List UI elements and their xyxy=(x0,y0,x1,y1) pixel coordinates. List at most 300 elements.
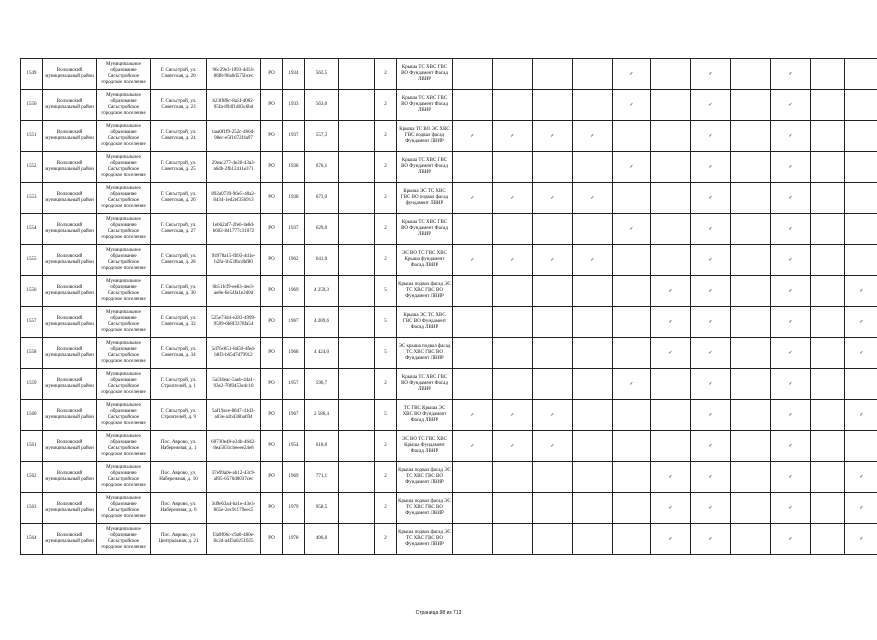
works-list: Крыша подвал фасад ЭС ТС ХВС ГВС ВО Фундамент ЛВИР xyxy=(397,276,453,307)
work-check-cell xyxy=(845,431,877,462)
district-name: Волховский муниципальный район xyxy=(43,369,97,400)
row-number: 1558 xyxy=(21,338,43,369)
work-check-cell xyxy=(573,338,613,369)
work-check-cell xyxy=(453,152,493,183)
fund-category: РО xyxy=(261,245,283,276)
fund-category: РО xyxy=(261,276,283,307)
work-check-cell xyxy=(573,431,613,462)
fund-category: РО xyxy=(261,338,283,369)
settlement-name: Муниципальное образование Сясьстройское городское поселение xyxy=(97,183,151,214)
build-year: 1937 xyxy=(283,121,305,152)
empty-cell xyxy=(339,338,375,369)
work-check-cell xyxy=(731,152,771,183)
work-check-cell xyxy=(573,462,613,493)
work-check-cell: ✓ xyxy=(493,183,533,214)
work-check-cell: ✓ xyxy=(691,59,731,90)
fund-category: РО xyxy=(261,59,283,90)
work-check-cell xyxy=(493,152,533,183)
building-guid: 1eb62af7-2fe6-4e8d-b602-841777c31072 xyxy=(207,214,261,245)
work-check-cell xyxy=(613,276,651,307)
total-area: 958,5 xyxy=(305,493,339,524)
work-check-cell: ✓ xyxy=(453,400,493,431)
work-check-cell: ✓ xyxy=(573,183,613,214)
work-check-cell xyxy=(811,338,845,369)
work-check-cell xyxy=(573,152,613,183)
work-check-cell xyxy=(651,59,691,90)
empty-cell xyxy=(339,245,375,276)
work-check-cell xyxy=(651,369,691,400)
work-check-cell: ✓ xyxy=(691,276,731,307)
district-name: Волховский муниципальный район xyxy=(43,524,97,555)
work-check-cell: ✓ xyxy=(771,214,811,245)
building-guid: 96c29e3-1093-4d14-86f8-96a0d575bcec xyxy=(207,59,261,90)
housing-registry-table xyxy=(20,58,877,555)
building-address: Г. Сясьстрой, ул. Советская, д. 26 xyxy=(151,183,207,214)
work-check-cell xyxy=(613,121,651,152)
floor-count: 5 xyxy=(375,338,397,369)
district-name: Волховский муниципальный район xyxy=(43,183,97,214)
row-number: 1550 xyxy=(21,90,43,121)
total-area: 676,1 xyxy=(305,152,339,183)
fund-category: РО xyxy=(261,462,283,493)
row-number: 1553 xyxy=(21,183,43,214)
floor-count: 2 xyxy=(375,90,397,121)
work-check-cell xyxy=(811,493,845,524)
total-area: 557,3 xyxy=(305,121,339,152)
floor-count: 5 xyxy=(375,307,397,338)
floor-count: 2 xyxy=(375,121,397,152)
work-check-cell xyxy=(731,90,771,121)
floor-count: 2 xyxy=(375,214,397,245)
work-check-cell: ✓ xyxy=(691,214,731,245)
work-check-cell xyxy=(811,245,845,276)
work-check-cell: ✓ xyxy=(845,307,877,338)
work-check-cell xyxy=(811,59,845,90)
page-number-footer: Страница 98 из 713 xyxy=(415,610,462,616)
work-check-cell xyxy=(731,307,771,338)
district-name: Волховский муниципальный район xyxy=(43,276,97,307)
work-check-cell xyxy=(731,462,771,493)
work-check-cell: ✓ xyxy=(651,307,691,338)
work-check-cell xyxy=(613,462,651,493)
work-check-cell: ✓ xyxy=(691,245,731,276)
work-check-cell xyxy=(493,338,533,369)
total-area: 596,7 xyxy=(305,369,339,400)
floor-count: 5 xyxy=(375,276,397,307)
work-check-cell xyxy=(533,462,573,493)
works-list: Крыша подвал фасад ЭС ТС ХВС ГВС ВО Фундамент ЛВИР xyxy=(397,462,453,493)
empty-cell xyxy=(339,400,375,431)
work-check-cell: ✓ xyxy=(613,214,651,245)
work-check-cell xyxy=(845,369,877,400)
row-number: 1551 xyxy=(21,121,43,152)
empty-cell xyxy=(339,431,375,462)
building-address: Г. Сясьстрой, ул. Советская, д. 34 xyxy=(151,338,207,369)
work-check-cell xyxy=(613,307,651,338)
work-check-cell xyxy=(453,369,493,400)
works-list: Крыша ТС ХВС ГВС ВО Фундамент Фасад ЛВИР xyxy=(397,90,453,121)
work-check-cell xyxy=(493,214,533,245)
work-check-cell xyxy=(731,400,771,431)
works-list: ЭС ВО ТС ГВС ХВС Крыша Фундамент Фасад ЛВИР xyxy=(397,431,453,462)
work-check-cell xyxy=(811,183,845,214)
empty-cell xyxy=(339,90,375,121)
work-check-cell: ✓ xyxy=(771,431,811,462)
table-row xyxy=(21,183,877,214)
row-number: 1562 xyxy=(21,462,43,493)
work-check-cell xyxy=(453,338,493,369)
table-row xyxy=(21,493,877,524)
work-check-cell xyxy=(731,431,771,462)
work-check-cell xyxy=(533,307,573,338)
floor-count: 2 xyxy=(375,493,397,524)
work-check-cell: ✓ xyxy=(771,59,811,90)
floor-count: 2 xyxy=(375,183,397,214)
total-area: 673,0 xyxy=(305,183,339,214)
work-check-cell xyxy=(573,59,613,90)
building-address: Г. Сясьстрой, ул. Советская, д. 23 xyxy=(151,90,207,121)
work-check-cell xyxy=(453,214,493,245)
row-number: 1561 xyxy=(21,431,43,462)
work-check-cell: ✓ xyxy=(651,524,691,555)
work-check-cell xyxy=(573,493,613,524)
work-check-cell: ✓ xyxy=(493,121,533,152)
work-check-cell: ✓ xyxy=(691,183,731,214)
empty-cell xyxy=(339,307,375,338)
row-number: 1560 xyxy=(21,400,43,431)
work-check-cell: ✓ xyxy=(573,121,613,152)
work-check-cell: ✓ xyxy=(493,431,533,462)
fund-category: РО xyxy=(261,214,283,245)
works-list: Крыша ТС ХВС ГВС ВО Фундамент Фасад ЛВИР xyxy=(397,369,453,400)
work-check-cell: ✓ xyxy=(691,338,731,369)
floor-count: 2 xyxy=(375,524,397,555)
work-check-cell xyxy=(651,431,691,462)
work-check-cell xyxy=(573,524,613,555)
works-list: ТС ГВС Крыша ЭС ХВС ВО Фундамент Фасад ЛВИР xyxy=(397,400,453,431)
empty-cell xyxy=(339,369,375,400)
settlement-name: Муниципальное образование Сясьстройское городское поселение xyxy=(97,431,151,462)
row-number: 1557 xyxy=(21,307,43,338)
work-check-cell xyxy=(533,369,573,400)
work-check-cell xyxy=(533,493,573,524)
work-check-cell xyxy=(845,121,877,152)
building-address: Г. Сясьстрой, ул. Советская, д. 27 xyxy=(151,214,207,245)
build-year: 1967 xyxy=(283,400,305,431)
work-check-cell xyxy=(811,462,845,493)
work-check-cell xyxy=(453,59,493,90)
settlement-name: Муниципальное образование Сясьстройское городское поселение xyxy=(97,121,151,152)
table-row xyxy=(21,121,877,152)
work-check-cell: ✓ xyxy=(771,493,811,524)
empty-cell xyxy=(339,493,375,524)
floor-count: 5 xyxy=(375,400,397,431)
work-check-cell xyxy=(651,152,691,183)
total-area: 618,0 xyxy=(305,431,339,462)
building-address: Г. Сясьстрой, ул. Советская, д. 24 xyxy=(151,121,207,152)
district-name: Волховский муниципальный район xyxy=(43,59,97,90)
work-check-cell xyxy=(613,493,651,524)
work-check-cell: ✓ xyxy=(845,493,877,524)
work-check-cell: ✓ xyxy=(845,338,877,369)
settlement-name: Муниципальное образование Сясьстройское городское поселение xyxy=(97,276,151,307)
fund-category: РО xyxy=(261,183,283,214)
build-year: 1968 xyxy=(283,338,305,369)
settlement-name: Муниципальное образование Сясьстройское городское поселение xyxy=(97,338,151,369)
building-address: Пос. Аврово, ул. Набережная, д. 10 xyxy=(151,462,207,493)
building-address: Г. Сясьстрой, ул. Советская, д. 25 xyxy=(151,152,207,183)
building-guid: b23f0f8c-8a5f-4002-95fa-894f1d83c6bd xyxy=(207,90,261,121)
row-number: 1554 xyxy=(21,214,43,245)
work-check-cell: ✓ xyxy=(691,369,731,400)
fund-category: РО xyxy=(261,152,283,183)
work-check-cell xyxy=(651,214,691,245)
work-check-cell: ✓ xyxy=(845,524,877,555)
work-check-cell: ✓ xyxy=(453,183,493,214)
work-check-cell xyxy=(811,121,845,152)
works-list: Крыша подвал фасад ЭС ТС ХВС ГВС ВО Фундамент ЛВИР xyxy=(397,524,453,555)
work-check-cell xyxy=(493,524,533,555)
work-check-cell xyxy=(811,307,845,338)
work-check-cell xyxy=(811,152,845,183)
work-check-cell: ✓ xyxy=(771,524,811,555)
work-check-cell xyxy=(731,245,771,276)
building-guid: 5d76c851-8d50-4fed-b8f3-b65d7d79912 xyxy=(207,338,261,369)
build-year: 1979 xyxy=(283,493,305,524)
building-guid: 60730e48-e34b-46d2-8ea5031cbeeee24e8 xyxy=(207,431,261,462)
empty-cell xyxy=(339,152,375,183)
building-address: Г. Сясьстрой, ул. Советская, д. 32 xyxy=(151,307,207,338)
build-year: 1938 xyxy=(283,152,305,183)
work-check-cell: ✓ xyxy=(651,276,691,307)
work-check-cell xyxy=(453,524,493,555)
work-check-cell xyxy=(573,90,613,121)
settlement-name: Муниципальное образование Сясьстройское городское поселение xyxy=(97,307,151,338)
build-year: 1969 xyxy=(283,276,305,307)
work-check-cell xyxy=(493,90,533,121)
work-check-cell: ✓ xyxy=(771,183,811,214)
work-check-cell: ✓ xyxy=(691,152,731,183)
work-check-cell: ✓ xyxy=(771,90,811,121)
building-address: Г. Сясьстрой, ул. Советская, д. 20 xyxy=(151,59,207,90)
work-check-cell xyxy=(573,276,613,307)
building-guid: f3a9f06c-c9a0-480e-8c2d-a4f3a0251025 xyxy=(207,524,261,555)
work-check-cell xyxy=(453,462,493,493)
total-area: 629,0 xyxy=(305,214,339,245)
total-area: 4 424,0 xyxy=(305,338,339,369)
district-name: Волховский муниципальный район xyxy=(43,338,97,369)
building-address: Г. Сясьстрой, ул. Строителей, д. 9 xyxy=(151,400,207,431)
work-check-cell: ✓ xyxy=(493,400,533,431)
work-check-cell xyxy=(845,245,877,276)
fund-category: РО xyxy=(261,369,283,400)
district-name: Волховский муниципальный район xyxy=(43,245,97,276)
total-area: 4 259,3 xyxy=(305,276,339,307)
work-check-cell xyxy=(811,276,845,307)
work-check-cell: ✓ xyxy=(691,462,731,493)
work-check-cell: ✓ xyxy=(771,307,811,338)
settlement-name: Муниципальное образование Сясьстройское городское поселение xyxy=(97,462,151,493)
floor-count: 2 xyxy=(375,152,397,183)
settlement-name: Муниципальное образование Сясьстройское городское поселение xyxy=(97,369,151,400)
total-area: 562,5 xyxy=(305,59,339,90)
district-name: Волховский муниципальный район xyxy=(43,90,97,121)
work-check-cell xyxy=(533,59,573,90)
work-check-cell: ✓ xyxy=(533,400,573,431)
building-address: Пос. Аврово, ул. Набережная, д. 1 xyxy=(151,431,207,462)
settlement-name: Муниципальное образование Сясьстройское городское поселение xyxy=(97,152,151,183)
work-check-cell xyxy=(613,183,651,214)
table-row xyxy=(21,90,877,121)
table-row xyxy=(21,431,877,462)
district-name: Волховский муниципальный район xyxy=(43,307,97,338)
district-name: Волховский муниципальный район xyxy=(43,400,97,431)
total-area: 563,0 xyxy=(305,90,339,121)
work-check-cell: ✓ xyxy=(453,121,493,152)
work-check-cell xyxy=(533,276,573,307)
work-check-cell xyxy=(811,90,845,121)
building-address: Г. Сясьстрой, ул. Строителей, д. 1 xyxy=(151,369,207,400)
fund-category: РО xyxy=(261,90,283,121)
work-check-cell xyxy=(811,214,845,245)
empty-cell xyxy=(339,276,375,307)
building-guid: 29eac277-4e20-43a3-a6db-2fb12411e371 xyxy=(207,152,261,183)
work-check-cell xyxy=(493,276,533,307)
fund-category: РО xyxy=(261,400,283,431)
empty-cell xyxy=(339,59,375,90)
works-list: ЭС крыша подвал фасад ТС ХВС ГВС ВО Фундамент ЛВИР xyxy=(397,338,453,369)
empty-cell xyxy=(339,524,375,555)
work-check-cell xyxy=(811,431,845,462)
row-number: 1555 xyxy=(21,245,43,276)
works-list: Крыша ТС ХВС ГВС ВО Фундамент Фасад ЛВИР xyxy=(397,59,453,90)
building-guid: 3d9e63a4-ba1e-43e3-865e-2ec9c179eec5 xyxy=(207,493,261,524)
works-list: Крыша ТС ХВС ГВС ВО Фундамент Фасад ЛВИР xyxy=(397,214,453,245)
table-row xyxy=(21,369,877,400)
empty-cell xyxy=(339,183,375,214)
row-number: 1556 xyxy=(21,276,43,307)
work-check-cell: ✓ xyxy=(691,307,731,338)
work-check-cell: ✓ xyxy=(453,245,493,276)
work-check-cell xyxy=(845,214,877,245)
work-check-cell xyxy=(731,338,771,369)
building-address: Г. Сясьстрой, ул. Советская, д. 28 xyxy=(151,245,207,276)
total-area: 2 586,4 xyxy=(305,400,339,431)
building-guid: 37e99a0e-ab12-43c9-af05-6576d0037cec xyxy=(207,462,261,493)
floor-count: 2 xyxy=(375,462,397,493)
work-check-cell xyxy=(731,183,771,214)
work-check-cell: ✓ xyxy=(771,276,811,307)
work-check-cell: ✓ xyxy=(691,90,731,121)
works-list: Крыша ТС ХВС ГВС ВО Фундамент Фасад ЛВИР xyxy=(397,152,453,183)
empty-cell xyxy=(339,214,375,245)
work-check-cell xyxy=(845,152,877,183)
work-check-cell xyxy=(731,369,771,400)
work-check-cell xyxy=(811,400,845,431)
row-number: 1549 xyxy=(21,59,43,90)
work-check-cell xyxy=(731,121,771,152)
work-check-cell: ✓ xyxy=(845,462,877,493)
district-name: Волховский муниципальный район xyxy=(43,121,97,152)
work-check-cell xyxy=(845,59,877,90)
table-row xyxy=(21,214,877,245)
build-year: 1933 xyxy=(283,90,305,121)
district-name: Волховский муниципальный район xyxy=(43,462,97,493)
fund-category: РО xyxy=(261,307,283,338)
work-check-cell xyxy=(651,400,691,431)
work-check-cell xyxy=(651,245,691,276)
build-year: 1969 xyxy=(283,462,305,493)
work-check-cell xyxy=(731,493,771,524)
work-check-cell xyxy=(731,524,771,555)
work-check-cell: ✓ xyxy=(771,462,811,493)
work-check-cell xyxy=(613,400,651,431)
total-area: 496,0 xyxy=(305,524,339,555)
works-list: Крыша подвал фасад ЭС ТС ХВС ГВС ВО Фундамент ЛВИР xyxy=(397,493,453,524)
work-check-cell: ✓ xyxy=(533,245,573,276)
work-check-cell: ✓ xyxy=(613,369,651,400)
work-check-cell: ✓ xyxy=(691,524,731,555)
works-list: Крыша ЭС ТС ХВС ГВС ВО Фундамент Фасад ЛВИР xyxy=(397,307,453,338)
building-guid: 525e73d4-e283-4999-9599-6b8f3378fa54 xyxy=(207,307,261,338)
work-check-cell xyxy=(533,90,573,121)
table-row xyxy=(21,462,877,493)
total-area: 4 289,6 xyxy=(305,307,339,338)
building-guid: 6b51fcf9-ee83-4ee3-ae8e-6e54fa1e2d0d xyxy=(207,276,261,307)
work-check-cell: ✓ xyxy=(771,121,811,152)
fund-category: РО xyxy=(261,431,283,462)
work-check-cell xyxy=(811,524,845,555)
table-row xyxy=(21,524,877,555)
work-check-cell xyxy=(573,307,613,338)
work-check-cell xyxy=(493,307,533,338)
district-name: Волховский муниципальный район xyxy=(43,493,97,524)
work-check-cell: ✓ xyxy=(771,400,811,431)
work-check-cell xyxy=(731,276,771,307)
table-row xyxy=(21,338,877,369)
work-check-cell xyxy=(453,307,493,338)
settlement-name: Муниципальное образование Сясьстройское городское поселение xyxy=(97,493,151,524)
building-guid: baa0f1f9-252c-466d-98ec-e5f1672f4a97 xyxy=(207,121,261,152)
table-row xyxy=(21,400,877,431)
work-check-cell xyxy=(493,59,533,90)
row-number: 1552 xyxy=(21,152,43,183)
row-number: 1564 xyxy=(21,524,43,555)
work-check-cell xyxy=(533,152,573,183)
work-check-cell: ✓ xyxy=(691,121,731,152)
work-check-cell: ✓ xyxy=(533,431,573,462)
floor-count: 2 xyxy=(375,245,397,276)
build-year: 1934 xyxy=(283,59,305,90)
work-check-cell xyxy=(845,90,877,121)
floor-count: 2 xyxy=(375,59,397,90)
work-check-cell: ✓ xyxy=(771,245,811,276)
work-check-cell xyxy=(533,214,573,245)
work-check-cell xyxy=(573,369,613,400)
table-row xyxy=(21,276,877,307)
work-check-cell: ✓ xyxy=(573,245,613,276)
building-guid: 5a5f4eac-5aeb-44a1-93e2-70f0453e4c10 xyxy=(207,369,261,400)
build-year: 1957 xyxy=(283,369,305,400)
fund-category: РО xyxy=(261,524,283,555)
build-year: 1938 xyxy=(283,183,305,214)
building-address: Пос. Аврово, ул. Центральная, д. 21 xyxy=(151,524,207,555)
work-check-cell xyxy=(613,524,651,555)
work-check-cell: ✓ xyxy=(845,400,877,431)
building-guid: 94978a15-fb93-4d1e-b2fa-1b53fbcdbf80 xyxy=(207,245,261,276)
work-check-cell xyxy=(651,90,691,121)
work-check-cell: ✓ xyxy=(613,90,651,121)
